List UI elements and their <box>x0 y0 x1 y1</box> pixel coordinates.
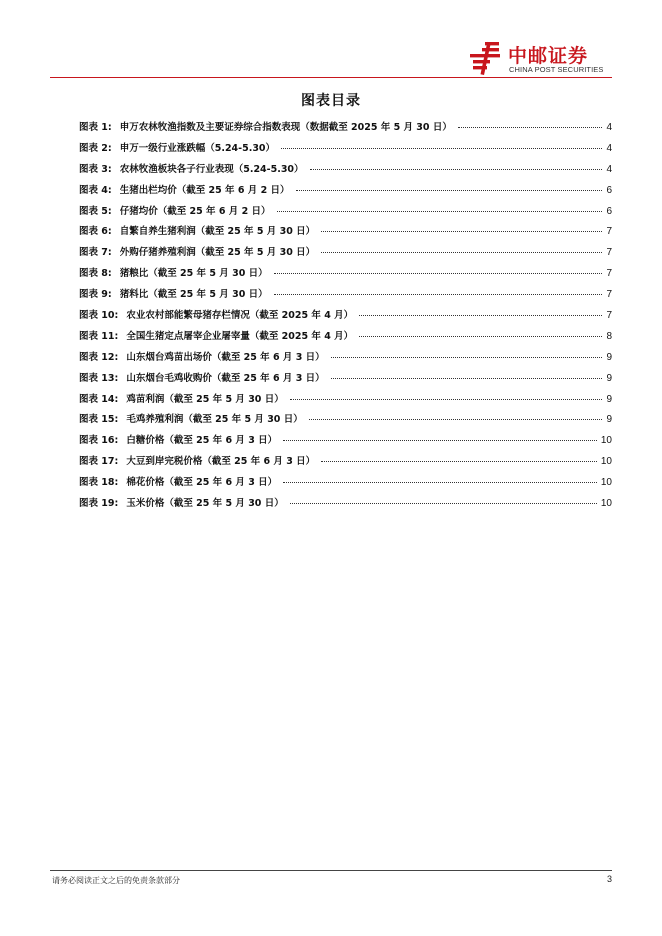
toc-entry-label: 图表 15: <box>79 414 119 426</box>
toc-entry-text: 棉花价格（截至 25 年 6 月 3 日） <box>126 477 278 489</box>
toc-entry[interactable] <box>79 391 612 412</box>
toc-dot-leader <box>290 503 597 504</box>
toc-entry-label: 图表 17: <box>79 456 119 468</box>
toc-entry-text: 仔猪均价（截至 25 年 6 月 2 日） <box>119 205 271 217</box>
toc-entry[interactable] <box>79 182 612 203</box>
toc-dot-leader <box>321 252 602 253</box>
toc-entry-label: 图表 4: <box>79 184 112 196</box>
logo-chinese-name: 中邮证券 <box>508 45 589 67</box>
toc-entry-page: 7 <box>606 310 612 322</box>
toc-entry-page: 7 <box>606 289 612 301</box>
toc-entry-text: 山东烟台毛鸡收购价（截至 25 年 6 月 3 日） <box>126 372 325 384</box>
toc-entry-label: 图表 3: <box>79 163 112 175</box>
toc-entry-label: 图表 14: <box>79 393 119 405</box>
toc-entry-label: 图表 10: <box>79 310 119 322</box>
toc-entry-page: 10 <box>600 456 612 468</box>
toc-entry-page: 10 <box>600 477 612 489</box>
toc-entry-label: 图表 12: <box>79 351 119 363</box>
toc-entry-label: 图表 13: <box>79 372 119 384</box>
toc-list <box>79 119 612 516</box>
toc-entry[interactable] <box>79 411 612 432</box>
toc-entry[interactable] <box>79 265 612 286</box>
toc-entry-label: 图表 2: <box>79 142 112 154</box>
toc-entry[interactable] <box>79 203 612 224</box>
toc-dot-leader <box>283 482 597 483</box>
toc-entry-text: 猪料比（截至 25 年 5 月 30 日） <box>119 289 268 301</box>
toc-entry-page: 10 <box>600 498 612 510</box>
toc-entry-label: 图表 19: <box>79 498 119 510</box>
header-divider <box>50 77 612 78</box>
toc-entry-label: 图表 9: <box>79 289 112 301</box>
toc-entry-text: 全国生猪定点屠宰企业屠宰量（截至 2025 年 4 月） <box>126 330 354 342</box>
toc-entry-text: 鸡苗利润（截至 25 年 5 月 30 日） <box>126 393 284 405</box>
toc-entry[interactable] <box>79 432 612 453</box>
toc-entry-page: 7 <box>606 226 612 238</box>
toc-entry[interactable] <box>79 244 612 265</box>
toc-entry-label: 图表 18: <box>79 477 119 489</box>
toc-entry[interactable] <box>79 307 612 328</box>
toc-entry[interactable] <box>79 349 612 370</box>
toc-entry-page: 7 <box>606 268 612 280</box>
toc-entry-label: 图表 11: <box>79 330 119 342</box>
logo-english-name: CHINA POST SECURITIES <box>509 65 604 74</box>
toc-dot-leader <box>331 378 603 379</box>
toc-entry[interactable] <box>79 453 612 474</box>
toc-entry-page: 4 <box>606 142 612 154</box>
toc-entry-text: 申万农林牧渔指数及主要证券综合指数表现（数据截至 2025 年 5 月 30 日） <box>119 122 452 133</box>
toc-entry-label: 图表 1: <box>79 122 112 133</box>
toc-dot-leader <box>309 419 603 420</box>
toc-dot-leader <box>310 169 603 170</box>
toc-entry-text: 猪粮比（截至 25 年 5 月 30 日） <box>119 268 268 280</box>
toc-entry[interactable] <box>79 161 612 182</box>
toc-entry[interactable] <box>79 328 612 349</box>
toc-entry-label: 图表 7: <box>79 247 112 259</box>
china-post-securities-logo <box>468 40 618 76</box>
toc-entry-text: 生猪出栏均价（截至 25 年 6 月 2 日） <box>119 184 290 196</box>
toc-entry-text: 大豆到岸完税价格（截至 25 年 6 月 3 日） <box>126 456 316 468</box>
toc-entry-text: 毛鸡养殖利润（截至 25 年 5 月 30 日） <box>126 414 303 426</box>
toc-entry-text: 玉米价格（截至 25 年 5 月 30 日） <box>126 498 284 510</box>
toc-entry[interactable] <box>79 495 612 516</box>
toc-dot-leader <box>359 336 602 337</box>
toc-entry-page: 6 <box>606 184 612 196</box>
toc-entry[interactable] <box>79 223 612 244</box>
toc-dot-leader <box>281 148 602 149</box>
footer-divider <box>50 870 612 871</box>
toc-dot-leader <box>296 190 603 191</box>
toc-entry[interactable] <box>79 286 612 307</box>
toc-entry-text: 自繁自养生猪利润（截至 25 年 5 月 30 日） <box>119 226 316 238</box>
toc-dot-leader <box>331 357 603 358</box>
toc-entry-page: 7 <box>606 247 612 259</box>
toc-entry-page: 6 <box>606 205 612 217</box>
toc-entry-page: 4 <box>606 122 612 133</box>
toc-entry-label: 图表 8: <box>79 268 112 280</box>
page-number: 3 <box>606 874 612 884</box>
toc-dot-leader <box>274 294 603 295</box>
toc-entry-text: 山东烟台鸡苗出场价（截至 25 年 6 月 3 日） <box>126 351 325 363</box>
toc-entry[interactable] <box>79 140 612 161</box>
toc-dot-leader <box>321 231 602 232</box>
toc-dot-leader <box>458 127 603 128</box>
toc-entry-page: 4 <box>606 163 612 175</box>
toc-entry-page: 9 <box>606 372 612 384</box>
toc-dot-leader <box>283 440 597 441</box>
toc-entry-text: 外购仔猪养殖利润（截至 25 年 5 月 30 日） <box>119 247 316 259</box>
toc-dot-leader <box>277 211 603 212</box>
footer-disclaimer: 请务必阅读正文之后的免责条款部分 <box>52 876 180 885</box>
toc-entry-text: 农林牧渔板块各子行业表现（5.24-5.30） <box>119 163 304 175</box>
toc-entry-label: 图表 5: <box>79 205 112 217</box>
toc-entry[interactable] <box>79 474 612 495</box>
toc-entry-page: 10 <box>600 435 612 447</box>
toc-dot-leader <box>274 273 603 274</box>
toc-entry-page: 8 <box>606 330 612 342</box>
toc-entry-page: 9 <box>606 393 612 405</box>
china-post-logo-icon <box>468 40 504 76</box>
toc-entry-text: 申万一级行业涨跌幅（5.24-5.30） <box>119 142 276 154</box>
toc-dot-leader <box>359 315 602 316</box>
toc-entry-page: 9 <box>606 351 612 363</box>
toc-entry[interactable] <box>79 370 612 391</box>
toc-entry-text: 白糖价格（截至 25 年 6 月 3 日） <box>126 435 278 447</box>
toc-entry-label: 图表 6: <box>79 226 112 238</box>
toc-entry-label: 图表 16: <box>79 435 119 447</box>
toc-dot-leader <box>290 399 603 400</box>
page-header <box>0 0 662 80</box>
toc-entry-page: 9 <box>606 414 612 426</box>
toc-entry-text: 农业农村部能繁母猪存栏情况（截至 2025 年 4 月） <box>126 310 354 322</box>
toc-entry[interactable] <box>79 119 612 140</box>
toc-title: 图表目录 <box>301 93 361 109</box>
toc-dot-leader <box>321 461 597 462</box>
